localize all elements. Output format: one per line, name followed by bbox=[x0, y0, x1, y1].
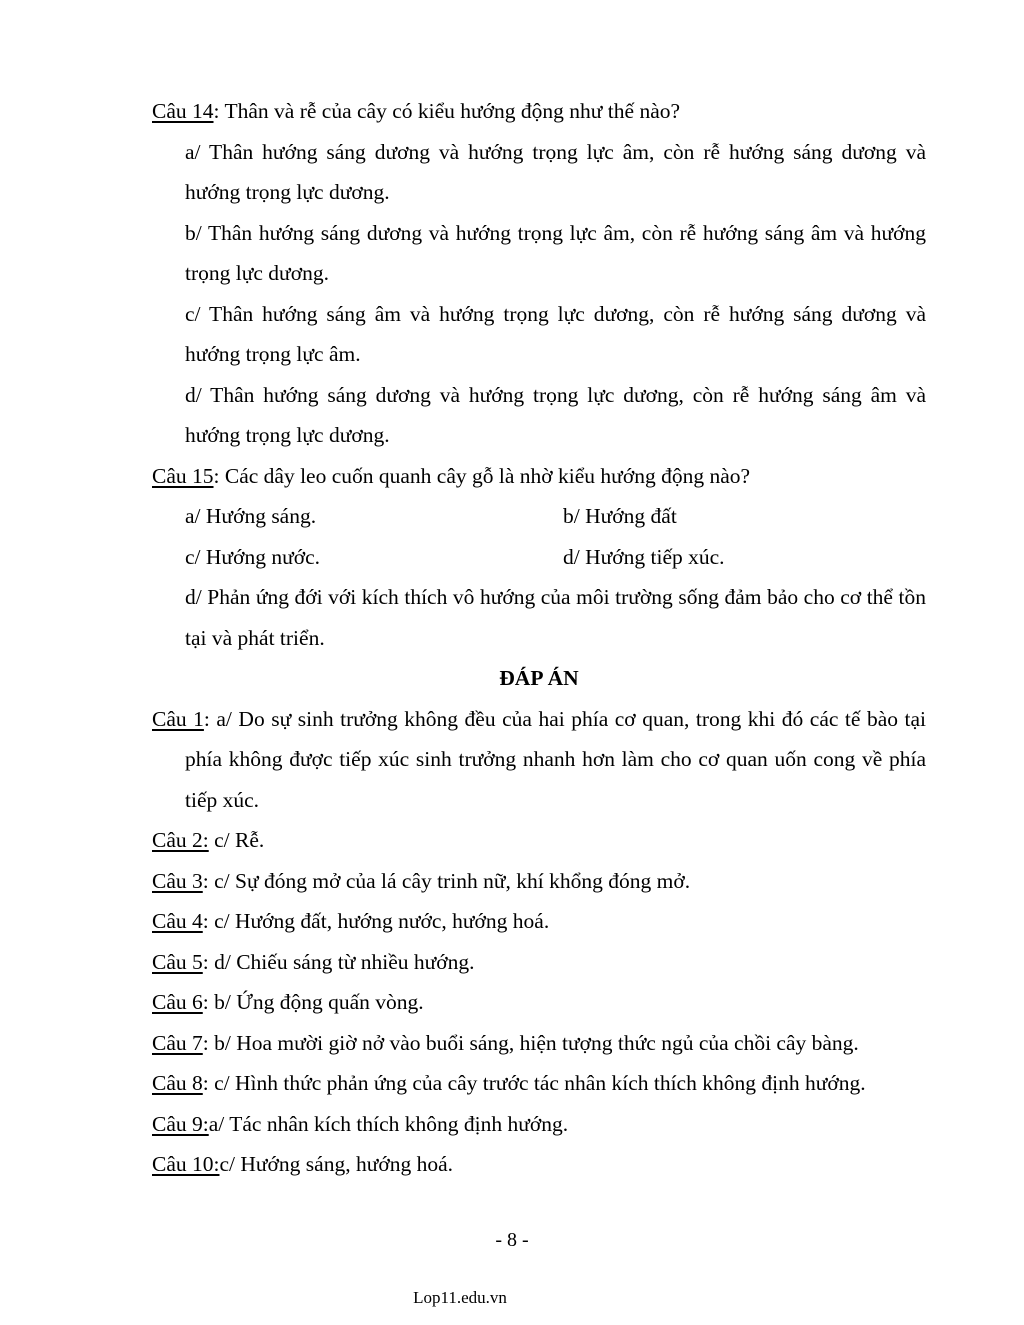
question-14-text: : Thân và rễ của cây có kiểu hướng động như thế nào? bbox=[213, 99, 681, 123]
answer-item bbox=[152, 1023, 926, 1064]
answer-text: : c/ Hình thức phản ứng của cây trước tác nhân kích thích không định hướng. bbox=[202, 1071, 866, 1095]
question-15-options-row-1 bbox=[185, 496, 926, 537]
answer-item bbox=[152, 1063, 926, 1104]
answer-label: Câu 6 bbox=[152, 990, 203, 1014]
question-15-options-row-2 bbox=[185, 537, 926, 578]
answer-item bbox=[152, 982, 926, 1023]
question-15-label: Câu 15 bbox=[152, 463, 214, 488]
answers-list bbox=[152, 699, 926, 1185]
footer-site-name: Lop11.edu.vn bbox=[413, 1288, 507, 1307]
question-14-label: Câu 14 bbox=[152, 99, 214, 123]
answer-item bbox=[152, 1144, 926, 1185]
answer-label: Câu 10: bbox=[152, 1152, 220, 1176]
answer-label: Câu 3 bbox=[152, 868, 203, 893]
answer-item bbox=[152, 699, 926, 821]
answer-label: Câu 1 bbox=[152, 706, 204, 731]
question-15-option-c: c/ Hướng nước. bbox=[185, 544, 321, 569]
answer-label: Câu 8 bbox=[152, 1071, 203, 1095]
answer-text: : a/ Do sự sinh trưởng không đều của hai phía cơ quan, trong khi đó các tế bào tại phía không được tiếp xúc sinh trưởng nhanh hơn làm cho cơ quan uốn cong về phía tiếp xúc. bbox=[185, 706, 926, 812]
page-content bbox=[152, 91, 926, 1185]
answer-item bbox=[152, 820, 926, 861]
answer-label: Câu 7 bbox=[152, 1030, 203, 1055]
answer-item bbox=[152, 901, 926, 942]
answer-label: Câu 9: bbox=[152, 1111, 209, 1136]
question-14-option-b: b/ Thân hướng sáng dương và hướng trọng lực âm, còn rễ hướng sáng âm và hướng trọng lực dương. bbox=[185, 220, 926, 285]
answers-heading: ĐÁP ÁN bbox=[499, 666, 579, 690]
answer-text: : c/ Hướng đất, hướng nước, hướng hoá. bbox=[202, 909, 550, 933]
question-14 bbox=[152, 91, 926, 132]
question-14-option-c: c/ Thân hướng sáng âm và hướng trọng lực dương, còn rễ hướng sáng dương và hướng trọng lực âm. bbox=[185, 301, 926, 366]
answer-text: : b/ Ứng động quấn vòng. bbox=[202, 990, 424, 1014]
question-15-option-d: d/ Hướng tiếp xúc. bbox=[563, 544, 725, 569]
answer-text: : c/ Sự đóng mở của lá cây trinh nữ, khí khổng đóng mở. bbox=[202, 868, 691, 893]
answer-item bbox=[152, 1104, 926, 1145]
question-14-option-d: d/ Thân hướng sáng dương và hướng trọng lực dương, còn rễ hướng sáng âm và hướng trọng lực dương. bbox=[185, 382, 926, 447]
answer-label: Câu 5 bbox=[152, 949, 203, 974]
answer-item bbox=[152, 942, 926, 983]
question-15 bbox=[152, 456, 926, 497]
answer-label: Câu 4 bbox=[152, 909, 203, 933]
question-14-option-a: a/ Thân hướng sáng dương và hướng trọng lực âm, còn rễ hướng sáng dương và hướng trọng lực dương. bbox=[185, 139, 926, 204]
answer-item bbox=[152, 861, 926, 902]
question-15-text: : Các dây leo cuốn quanh cây gỗ là nhờ kiểu hướng động nào? bbox=[213, 463, 751, 488]
answer-text: a/ Tác nhân kích thích không định hướng. bbox=[208, 1111, 569, 1136]
question-15-extra-option: d/ Phản ứng đới với kích thích vô hướng của môi trường sống đảm bảo cho cơ thể tồn tại và phát triển. bbox=[185, 585, 926, 650]
question-15-option-b: b/ Hướng đất bbox=[563, 504, 677, 528]
page-number: - 8 - bbox=[495, 1229, 529, 1251]
question-15-option-a: a/ Hướng sáng. bbox=[185, 504, 317, 528]
answer-text: : d/ Chiếu sáng từ nhiều hướng. bbox=[202, 949, 475, 974]
answer-text: : b/ Hoa mười giờ nở vào buổi sáng, hiện tượng thức ngủ của chồi cây bàng. bbox=[202, 1030, 859, 1055]
answer-text: c/ Rễ. bbox=[208, 828, 265, 852]
answer-label: Câu 2: bbox=[152, 828, 209, 852]
answer-text: c/ Hướng sáng, hướng hoá. bbox=[219, 1152, 454, 1176]
